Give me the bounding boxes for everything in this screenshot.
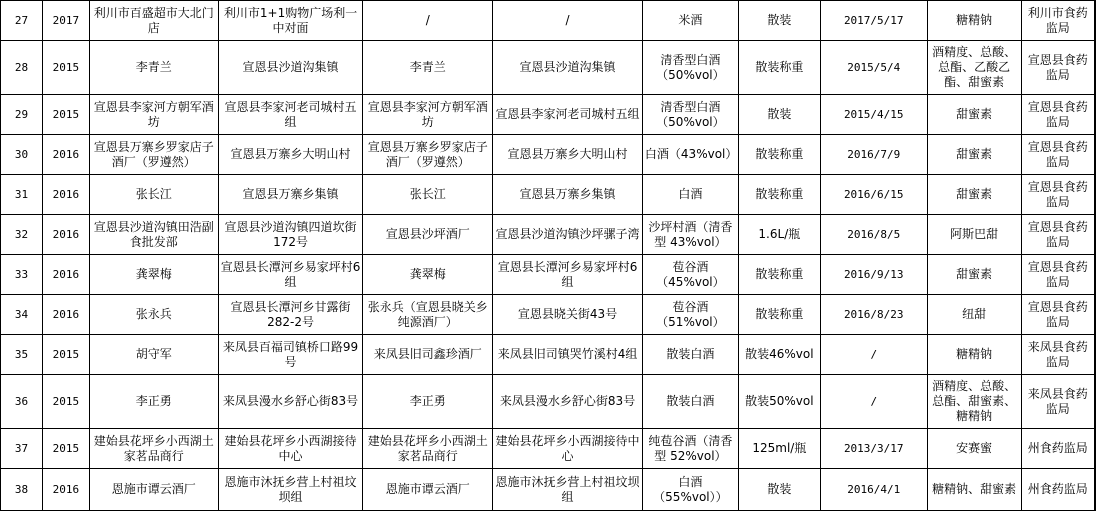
- seller-name-cell: 胡守军: [89, 335, 218, 375]
- row-number-cell: 28: [1, 41, 43, 95]
- seller-name-cell: 宣恩县李家河方朝军酒坊: [89, 95, 218, 135]
- seller-name-cell: 宣恩县万寨乡罗家店子酒厂（罗遵然）: [89, 135, 218, 175]
- inspection-agency-cell: 来凤县食药监局: [1021, 375, 1095, 429]
- producer-name-cell: 龚翠梅: [363, 255, 493, 295]
- failed-item-cell: 甜蜜素: [927, 135, 1021, 175]
- inspection-agency-cell: 宣恩县食药监局: [1021, 175, 1095, 215]
- seller-name-cell: 张永兵: [89, 295, 218, 335]
- inspection-agency-cell: 宣恩县食药监局: [1021, 135, 1095, 175]
- row-number-cell: 38: [1, 469, 43, 511]
- producer-name-cell: 张长江: [363, 175, 493, 215]
- table-row: [1, 375, 1096, 429]
- table-row: [1, 469, 1096, 511]
- failed-item-cell: 阿斯巴甜: [927, 215, 1021, 255]
- inspection-agency-cell: 宣恩县食药监局: [1021, 295, 1095, 335]
- specification-cell: 散装: [738, 95, 820, 135]
- table-row: [1, 215, 1096, 255]
- seller-name-cell: 恩施市谭云酒厂: [89, 469, 218, 511]
- product-name-cell: 散装白酒: [642, 335, 738, 375]
- year-cell: 2016: [42, 469, 89, 511]
- seller-address-cell: 来凤县百福司镇桥口路99号: [218, 335, 363, 375]
- row-number-cell: 33: [1, 255, 43, 295]
- seller-name-cell: 建始县花坪乡小西湖土家茗品商行: [89, 429, 218, 469]
- row-number-cell: 30: [1, 135, 43, 175]
- inspection-agency-cell: 来凤县食药监局: [1021, 335, 1095, 375]
- inspection-agency-cell: 宣恩县食药监局: [1021, 95, 1095, 135]
- seller-name-cell: 张长江: [89, 175, 218, 215]
- producer-name-cell: 建始县花坪乡小西湖土家茗品商行: [363, 429, 493, 469]
- product-name-cell: 散装白酒: [642, 375, 738, 429]
- table-row: [1, 1, 1096, 41]
- production-date-cell: 2016/8/5: [820, 215, 927, 255]
- row-number-cell: 37: [1, 429, 43, 469]
- producer-address-cell: 宣恩县万寨乡集镇: [493, 175, 643, 215]
- producer-address-cell: /: [493, 1, 643, 41]
- year-cell: 2016: [42, 215, 89, 255]
- specification-cell: 散装称重: [738, 255, 820, 295]
- specification-cell: 125ml/瓶: [738, 429, 820, 469]
- inspection-agency-cell: 宣恩县食药监局: [1021, 215, 1095, 255]
- product-name-cell: 米酒: [642, 1, 738, 41]
- production-date-cell: 2016/9/13: [820, 255, 927, 295]
- failed-item-cell: 酒精度、总酸、总酯、乙酸乙酯、甜蜜素: [927, 41, 1021, 95]
- producer-name-cell: /: [363, 1, 493, 41]
- seller-address-cell: 宣恩县万寨乡集镇: [218, 175, 363, 215]
- inspection-agency-cell: 宣恩县食药监局: [1021, 255, 1095, 295]
- product-name-cell: 苞谷酒（51%vol）: [642, 295, 738, 335]
- specification-cell: 散装称重: [738, 135, 820, 175]
- production-date-cell: 2016/8/23: [820, 295, 927, 335]
- producer-address-cell: 宣恩县长潭河乡易家坪村6组: [493, 255, 643, 295]
- failed-item-cell: 糖精钠: [927, 1, 1021, 41]
- table-body: [1, 1, 1096, 511]
- producer-address-cell: 宣恩县万寨乡大明山村: [493, 135, 643, 175]
- product-name-cell: 白酒（55%vol））: [642, 469, 738, 511]
- table-row: [1, 429, 1096, 469]
- seller-address-cell: 来凤县漫水乡舒心街83号: [218, 375, 363, 429]
- year-cell: 2015: [42, 429, 89, 469]
- seller-name-cell: 宣恩县沙道沟镇田浩副食批发部: [89, 215, 218, 255]
- producer-name-cell: 李正勇: [363, 375, 493, 429]
- year-cell: 2016: [42, 175, 89, 215]
- seller-name-cell: 龚翠梅: [89, 255, 218, 295]
- failed-item-cell: 安赛蜜: [927, 429, 1021, 469]
- table-row: [1, 335, 1096, 375]
- year-cell: 2016: [42, 135, 89, 175]
- specification-cell: 散装: [738, 1, 820, 41]
- producer-address-cell: 来凤县漫水乡舒心街83号: [493, 375, 643, 429]
- seller-address-cell: 利川市1+1购物广场利一中对面: [218, 1, 363, 41]
- year-cell: 2016: [42, 255, 89, 295]
- producer-address-cell: 宣恩县李家河老司城村五组: [493, 95, 643, 135]
- producer-address-cell: 宣恩县沙道沟镇沙坪骡子湾: [493, 215, 643, 255]
- seller-address-cell: 宣恩县长潭河乡甘露街282-2号: [218, 295, 363, 335]
- product-name-cell: 清香型白酒（50%vol）: [642, 95, 738, 135]
- seller-address-cell: 建始县花坪乡小西湖接待中心: [218, 429, 363, 469]
- table-row: [1, 41, 1096, 95]
- specification-cell: 散装50%vol: [738, 375, 820, 429]
- row-number-cell: 29: [1, 95, 43, 135]
- failed-item-cell: 甜蜜素: [927, 255, 1021, 295]
- year-cell: 2015: [42, 375, 89, 429]
- failed-item-cell: 糖精钠、甜蜜素: [927, 469, 1021, 511]
- failed-item-cell: 甜蜜素: [927, 95, 1021, 135]
- producer-name-cell: 宣恩县万寨乡罗家店子酒厂（罗遵然）: [363, 135, 493, 175]
- year-cell: 2015: [42, 95, 89, 135]
- inspection-agency-cell: 州食药监局: [1021, 429, 1095, 469]
- table-row: [1, 255, 1096, 295]
- product-name-cell: 白酒（43%vol）: [642, 135, 738, 175]
- product-name-cell: 白酒: [642, 175, 738, 215]
- row-number-cell: 34: [1, 295, 43, 335]
- specification-cell: 散装称重: [738, 295, 820, 335]
- producer-address-cell: 恩施市沐抚乡营上村祖坟坝组: [493, 469, 643, 511]
- table-row: [1, 135, 1096, 175]
- failed-item-cell: 酒精度、总酸、总酯、甜蜜素、糖精钠: [927, 375, 1021, 429]
- production-date-cell: 2016/4/1: [820, 469, 927, 511]
- producer-address-cell: 来凤县旧司镇哭竹溪村4组: [493, 335, 643, 375]
- seller-name-cell: 李青兰: [89, 41, 218, 95]
- table-row: [1, 95, 1096, 135]
- seller-address-cell: 宣恩县万寨乡大明山村: [218, 135, 363, 175]
- seller-address-cell: 恩施市沐抚乡营上村祖坟坝组: [218, 469, 363, 511]
- year-cell: 2017: [42, 1, 89, 41]
- year-cell: 2015: [42, 335, 89, 375]
- seller-address-cell: 宣恩县沙道沟镇四道坎街172号: [218, 215, 363, 255]
- failed-item-cell: 糖精钠: [927, 335, 1021, 375]
- failed-item-cell: 纽甜: [927, 295, 1021, 335]
- producer-name-cell: 张永兵（宣恩县晓关乡纯源酒厂）: [363, 295, 493, 335]
- production-date-cell: 2015/4/15: [820, 95, 927, 135]
- production-date-cell: 2015/5/4: [820, 41, 927, 95]
- inspection-agency-cell: 宣恩县食药监局: [1021, 41, 1095, 95]
- seller-name-cell: 利川市百盛超市大北门店: [89, 1, 218, 41]
- product-name-cell: 纯苞谷酒（清香型 52%vol）: [642, 429, 738, 469]
- seller-address-cell: 宣恩县长潭河乡易家坪村6组: [218, 255, 363, 295]
- specification-cell: 散装: [738, 469, 820, 511]
- producer-name-cell: 宣恩县沙坪酒厂: [363, 215, 493, 255]
- inspection-agency-cell: 州食药监局: [1021, 469, 1095, 511]
- inspection-agency-cell: 利川市食药监局: [1021, 1, 1095, 41]
- production-date-cell: 2013/3/17: [820, 429, 927, 469]
- producer-name-cell: 李青兰: [363, 41, 493, 95]
- producer-name-cell: 恩施市谭云酒厂: [363, 469, 493, 511]
- failed-item-cell: 甜蜜素: [927, 175, 1021, 215]
- year-cell: 2015: [42, 41, 89, 95]
- row-number-cell: 36: [1, 375, 43, 429]
- producer-address-cell: 宣恩县晓关街43号: [493, 295, 643, 335]
- row-number-cell: 27: [1, 1, 43, 41]
- product-name-cell: 苞谷酒（45%vol）: [642, 255, 738, 295]
- row-number-cell: 31: [1, 175, 43, 215]
- production-date-cell: 2017/5/17: [820, 1, 927, 41]
- production-date-cell: /: [820, 375, 927, 429]
- seller-name-cell: 李正勇: [89, 375, 218, 429]
- producer-address-cell: 宣恩县沙道沟集镇: [493, 41, 643, 95]
- product-name-cell: 清香型白酒（50%vol）: [642, 41, 738, 95]
- seller-address-cell: 宣恩县沙道沟集镇: [218, 41, 363, 95]
- specification-cell: 散装46%vol: [738, 335, 820, 375]
- table-row: [1, 295, 1096, 335]
- producer-address-cell: 建始县花坪乡小西湖接待中心: [493, 429, 643, 469]
- production-date-cell: 2016/7/9: [820, 135, 927, 175]
- year-cell: 2016: [42, 295, 89, 335]
- table-row: [1, 175, 1096, 215]
- production-date-cell: 2016/6/15: [820, 175, 927, 215]
- production-date-cell: /: [820, 335, 927, 375]
- producer-name-cell: 宣恩县李家河方朝军酒坊: [363, 95, 493, 135]
- producer-name-cell: 来凤县旧司鑫珍酒厂: [363, 335, 493, 375]
- row-number-cell: 32: [1, 215, 43, 255]
- seller-address-cell: 宣恩县李家河老司城村五组: [218, 95, 363, 135]
- product-name-cell: 沙坪村酒（清香型 43%vol）: [642, 215, 738, 255]
- row-number-cell: 35: [1, 335, 43, 375]
- specification-cell: 散装称重: [738, 41, 820, 95]
- specification-cell: 1.6L/瓶: [738, 215, 820, 255]
- specification-cell: 散装称重: [738, 175, 820, 215]
